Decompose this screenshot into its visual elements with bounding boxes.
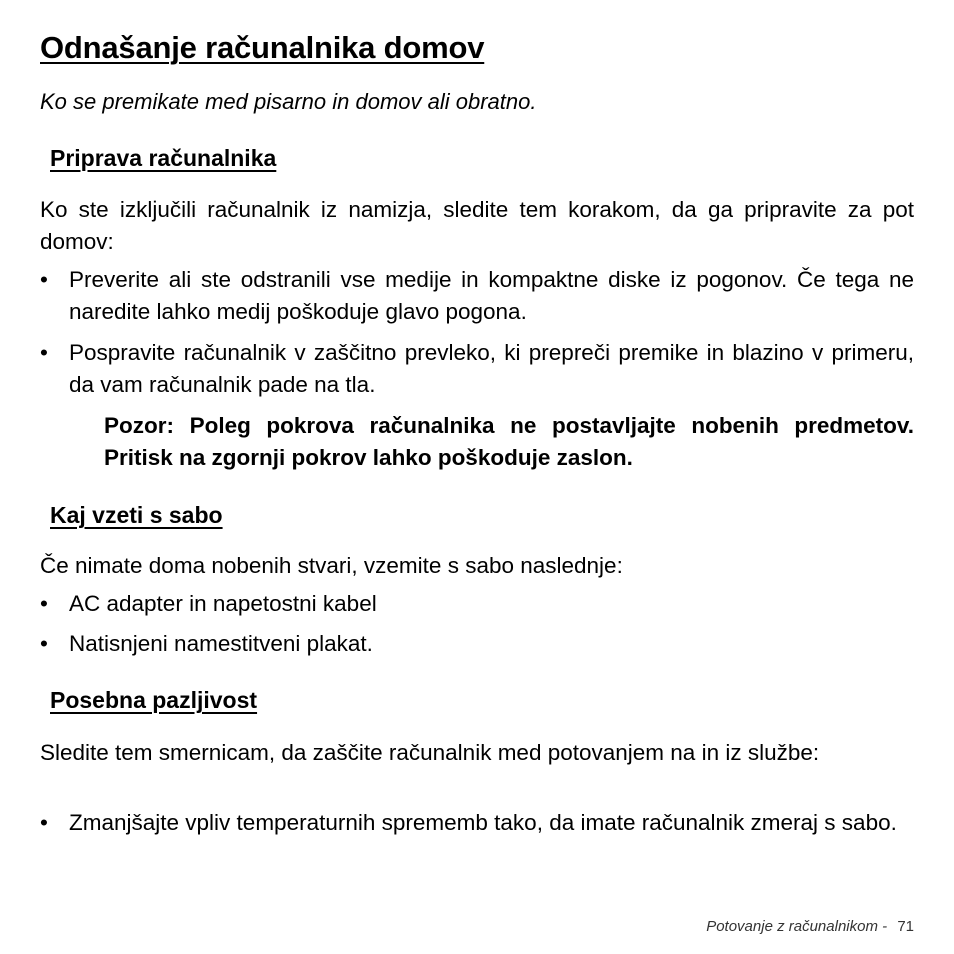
section-heading-priprava: Priprava računalnika: [50, 145, 277, 171]
list-item-text: Pospravite računalnik v zaščitno prevleko, ki prepreči premike in blazino v primeru, da vam računalnik pade na tla.: [69, 340, 914, 397]
list-item-text: AC adapter in napetostni kabel: [69, 591, 377, 616]
section1-intro: Ko ste izklјučili računalnik iz namizja, sledite tem korakom, da ga pripravite za pot domov:: [40, 197, 914, 254]
section3-intro: Sledite tem smernicam, da zaščite računalnik med potovanjem na in iz službe:: [40, 740, 820, 765]
list-item-text: Natisnjeni namestitveni plakat.: [69, 631, 373, 656]
bullet-icon: •: [40, 810, 48, 835]
page-subtitle: Ko se premikate med pisarno in domov ali obratno.: [40, 89, 537, 114]
list-item-text: Preverite ali ste odstranili vse medije in kompaktne diske iz pogonov. Če tega ne naredite lahko medij poškoduje glavo pogona.: [69, 267, 914, 324]
caution-note: Pozor: Poleg pokrova računalnika ne postavljajte nobenih predmetov. Pritisk na zgornji pokrov lahko poškoduje zaslon.: [104, 413, 914, 470]
page-title: Odnašanje računalnika domov: [40, 30, 485, 65]
list-item-text: Zmanjšajte vpliv temperaturnih sprememb tako, da imate računalnik zmeraj s sabo.: [69, 810, 897, 835]
section-heading-posebna-pazljivost: Posebna pazljivost: [50, 687, 258, 713]
section-heading-kaj-vzeti: Kaj vzeti s sabo: [50, 502, 223, 528]
bullet-icon: •: [40, 631, 48, 656]
section2-intro: Če nimate doma nobenih stvari, vzemite s sabo naslednje:: [40, 553, 623, 578]
bullet-icon: •: [40, 591, 48, 616]
page-number: 71: [897, 918, 914, 935]
bullet-icon: •: [40, 340, 48, 365]
bullet-icon: •: [40, 267, 48, 292]
footer-chapter-title: Potovanje z računalnikom -: [706, 918, 888, 935]
page-footer: [706, 918, 914, 935]
